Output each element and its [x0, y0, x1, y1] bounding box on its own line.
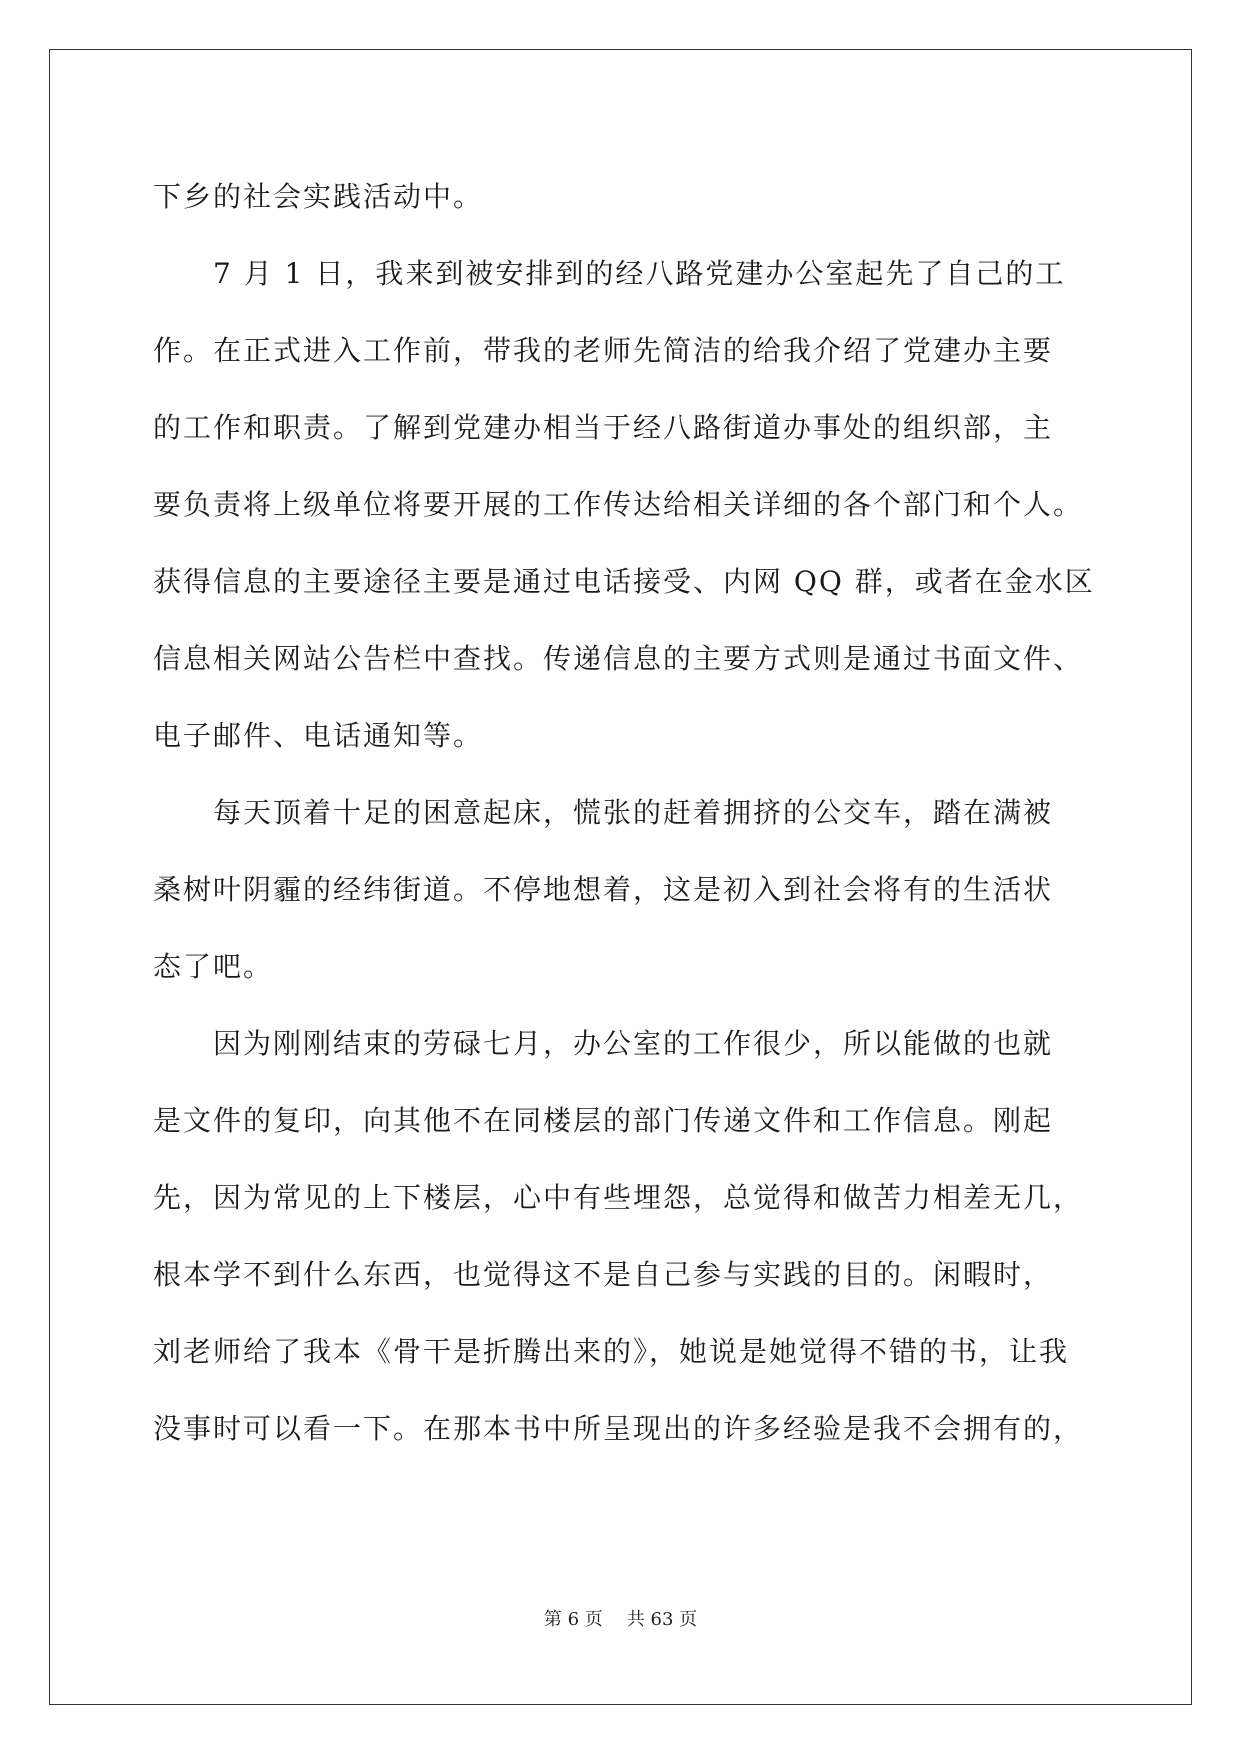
text-line: 7 月 1 日，我来到被安排到的经八路党建办公室起先了自己的工	[213, 257, 1066, 290]
text-line: 态了吧。	[153, 950, 274, 983]
text-line: 每天顶着十足的困意起床，慌张的赶着拥挤的公交车，踏在满被	[213, 796, 1054, 829]
text-line: 因为刚刚结束的劳碌七月，办公室的工作很少，所以能做的也就	[213, 1027, 1054, 1060]
text-line: 是文件的复印，向其他不在同楼层的部门传递文件和工作信息。刚起	[153, 1104, 1054, 1137]
text-line: 没事时可以看一下。在那本书中所呈现出的许多经验是我不会拥有的，	[153, 1412, 1084, 1445]
document-body	[153, 158, 1093, 1467]
text-line: 刘老师给了我本《骨干是折腾出来的》，她说是她觉得不错的书，让我	[153, 1335, 1070, 1368]
text-line: 桑树叶阴霾的经纬街道。不停地想着，这是初入到社会将有的生活状	[153, 873, 1054, 906]
page-number: 第 6 页	[543, 1609, 603, 1630]
text-line: 获得信息的主要途径主要是通过电话接受、内网 QQ 群，或者在金水区	[153, 565, 1095, 598]
text-line: 根本学不到什么东西，也觉得这不是自己参与实践的目的。闲暇时，	[153, 1258, 1054, 1291]
page-footer	[0, 1608, 1241, 1632]
text-line: 作。在正式进入工作前，带我的老师先简洁的给我介绍了党建办主要	[153, 334, 1054, 367]
text-line: 先，因为常见的上下楼层，心中有些埋怨，总觉得和做苦力相差无几，	[153, 1181, 1084, 1214]
text-line: 的工作和职责。了解到党建办相当于经八路街道办事处的组织部，主	[153, 411, 1054, 444]
text-line: 要负责将上级单位将要开展的工作传达给相关详细的各个部门和个人。	[153, 488, 1084, 521]
page-total: 共 63 页	[626, 1609, 698, 1630]
text-line: 电子邮件、电话通知等。	[153, 719, 484, 752]
text-line: 信息相关网站公告栏中查找。传递信息的主要方式则是通过书面文件、	[153, 642, 1084, 675]
text-line: 下乡的社会实践活动中。	[153, 180, 484, 213]
